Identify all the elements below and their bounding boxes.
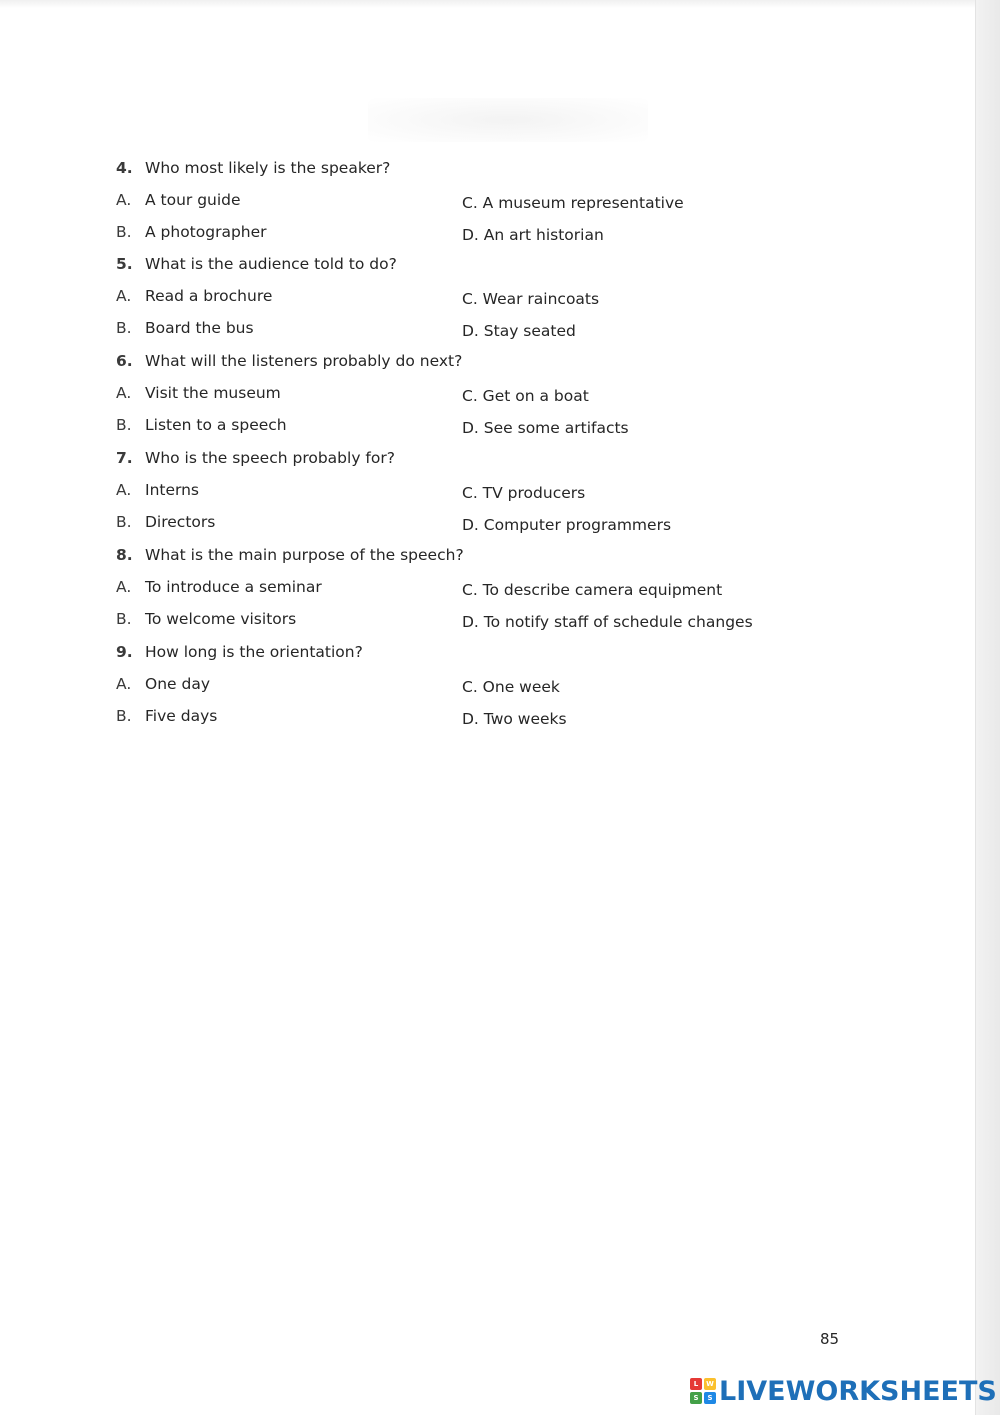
option-b-letter: B. — [116, 707, 132, 725]
option-a-letter: A. — [116, 675, 132, 693]
question-number: 7. — [116, 449, 133, 467]
option-b: Listen to a speech — [145, 416, 287, 434]
question-text: What will the listeners probably do next? — [145, 352, 463, 370]
option-d: D. An art historian — [462, 226, 604, 244]
page-number: 85 — [820, 1330, 840, 1348]
option-d: D. Stay seated — [462, 322, 576, 340]
option-d: D. To notify staff of schedule changes — [462, 613, 753, 631]
option-c: C. TV producers — [462, 484, 586, 502]
option-b: Five days — [145, 707, 218, 725]
question-number: 5. — [116, 255, 133, 273]
option-a-letter: A. — [116, 191, 132, 209]
option-b: A photographer — [145, 223, 267, 241]
option-a-letter: A. — [116, 578, 132, 596]
question-text: What is the audience told to do? — [145, 255, 397, 273]
option-b-letter: B. — [116, 610, 132, 628]
question-8 — [0, 543, 976, 643]
question-4 — [0, 156, 976, 256]
option-c: C. One week — [462, 678, 560, 696]
liveworksheets-footer[interactable] — [690, 1371, 997, 1411]
option-b-letter: B. — [116, 513, 132, 531]
question-number: 4. — [116, 159, 133, 177]
logo-tile: S — [704, 1392, 716, 1404]
question-text: How long is the orientation? — [145, 643, 363, 661]
option-c: C. To describe camera equipment — [462, 581, 723, 599]
liveworksheets-logo-icon — [690, 1378, 716, 1404]
liveworksheets-brand-text: LIVEWORKSHEETS — [719, 1375, 997, 1407]
option-c: C. A museum representative — [462, 194, 684, 212]
question-9 — [0, 640, 976, 740]
option-b: To welcome visitors — [145, 610, 297, 628]
option-a-letter: A. — [116, 287, 132, 305]
question-6 — [0, 349, 976, 449]
option-a: To introduce a seminar — [145, 578, 322, 596]
option-d: D. See some artifacts — [462, 419, 629, 437]
question-text: Who is the speech probably for? — [145, 449, 395, 467]
question-text: Who most likely is the speaker? — [145, 159, 391, 177]
option-b-letter: B. — [116, 223, 132, 241]
option-a: A tour guide — [145, 191, 241, 209]
option-a: Read a brochure — [145, 287, 273, 305]
option-a: Visit the museum — [145, 384, 281, 402]
option-b: Directors — [145, 513, 216, 531]
option-d: D. Computer programmers — [462, 516, 672, 534]
page-right-edge — [975, 0, 1000, 1415]
question-5 — [0, 252, 976, 352]
option-b-letter: B. — [116, 319, 132, 337]
question-number: 8. — [116, 546, 133, 564]
question-text: What is the main purpose of the speech? — [145, 546, 464, 564]
logo-tile: W — [704, 1378, 716, 1390]
logo-tile: S — [690, 1392, 702, 1404]
question-number: 6. — [116, 352, 133, 370]
question-number: 9. — [116, 643, 133, 661]
option-d: D. Two weeks — [462, 710, 567, 728]
option-b-letter: B. — [116, 416, 132, 434]
question-7 — [0, 446, 976, 546]
option-a: One day — [145, 675, 210, 693]
logo-tile: L — [690, 1378, 702, 1390]
option-b: Board the bus — [145, 319, 254, 337]
option-c: C. Wear raincoats — [462, 290, 600, 308]
option-c: C. Get on a boat — [462, 387, 589, 405]
option-a-letter: A. — [116, 384, 132, 402]
option-a: Interns — [145, 481, 200, 499]
option-a-letter: A. — [116, 481, 132, 499]
